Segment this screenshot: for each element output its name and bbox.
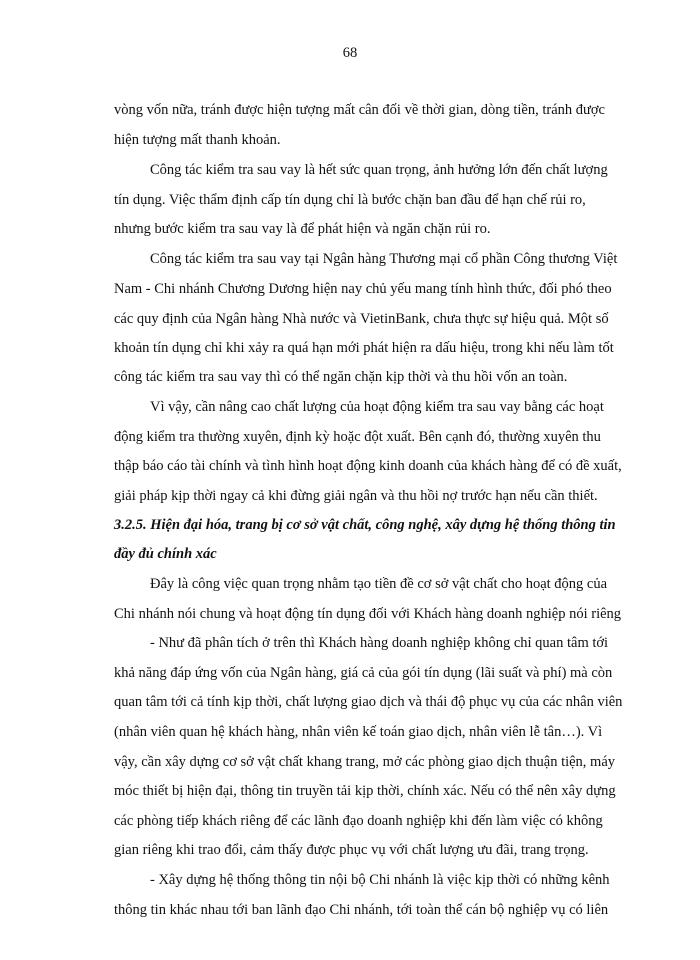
section-heading: 3.2.5. Hiện đại hóa, trang bị cơ sở vật chất, công nghệ, xây dựng hệ thống thông tin <box>114 517 616 533</box>
text-line: vậy, cần xây dựng cơ sở vật chất khang trang, mở các phòng giao dịch thuận tiện, máy <box>114 754 616 770</box>
text-line: hiện tượng mất thanh khoản. <box>114 132 281 148</box>
text-line: tín dụng. Việc thẩm định cấp tín dụng chỉ là bước chặn ban đầu để hạn chế rủi ro, <box>114 192 586 208</box>
page-number: 68 <box>342 45 358 61</box>
text-line: thông tin khác nhau tới ban lãnh đạo Chi nhánh, tới toàn thể cán bộ nghiệp vụ có liên <box>114 902 609 918</box>
paragraph-first-line: Công tác kiểm tra sau vay tại Ngân hàng Thương mại cổ phần Công thương Việt <box>150 251 618 267</box>
paragraph-first-line: Công tác kiểm tra sau vay là hết sức quan trọng, ảnh hưởng lớn đến chất lượng <box>150 162 608 178</box>
text-line: động kiểm tra thường xuyên, định kỳ hoặc đột xuất. Bên cạnh đó, thường xuyên thu <box>114 429 601 445</box>
text-line: (nhân viên quan hệ khách hàng, nhân viên kế toán giao dịch, nhân viên lễ tân…). Vì <box>114 724 603 740</box>
text-line: nhưng bước kiểm tra sau vay là để phát hiện và ngăn chặn rủi ro. <box>114 221 491 237</box>
text-line: khoản tín dụng chỉ khi xảy ra quá hạn mới phát hiện ra dấu hiệu, trong khi nếu làm tốt <box>114 340 614 356</box>
paragraph-first-line: - Như đã phân tích ở trên thì Khách hàng doanh nghiệp không chỉ quan tâm tới <box>150 635 609 651</box>
text-line: thập báo cáo tài chính và tình hình hoạt động kinh doanh của khách hàng để có đề xuất, <box>114 458 622 474</box>
text-line: quan tâm tới cả tính kịp thời, chất lượng giao dịch và thái độ phục vụ của các nhân viên <box>114 694 623 710</box>
paragraph-first-line: Đây là công việc quan trọng nhằm tạo tiền đề cơ sở vật chất cho hoạt động của <box>150 576 608 592</box>
text-line: Chi nhánh nói chung và hoạt động tín dụng đối với Khách hàng doanh nghiệp nói riêng <box>114 606 622 622</box>
text-line: công tác kiểm tra sau vay thì có thể ngăn chặn kịp thời và thu hồi vốn an toàn. <box>114 369 568 385</box>
text-line: giải pháp kịp thời ngay cả khi đừng giải ngân và thu hồi nợ trước hạn nếu cần thiết. <box>114 488 598 504</box>
text-line: các quy định của Ngân hàng Nhà nước và VietinBank, chưa thực sự hiệu quả. Một số <box>114 311 609 327</box>
text-line: móc thiết bị hiện đại, thông tin truyền tải kịp thời, chính xác. Nếu có thể nên xây dựng <box>114 783 616 799</box>
paragraph-first-line: - Xây dựng hệ thống thông tin nội bộ Chi nhánh là việc kịp thời có những kênh <box>150 872 610 888</box>
text-line: khả năng đáp ứng vốn của Ngân hàng, giá cả của gói tín dụng (lãi suất và phí) mà còn <box>114 665 613 681</box>
text-line: Nam - Chi nhánh Chương Dương hiện nay chủ yếu mang tính hình thức, đối phó theo <box>114 281 612 297</box>
paragraph-first-line: Vì vậy, cần nâng cao chất lượng của hoạt động kiểm tra sau vay bằng các hoạt <box>150 399 604 415</box>
text-line: các phòng tiếp khách riêng để các lãnh đạo doanh nghiệp khi đến làm việc có không <box>114 813 603 829</box>
section-heading-continued: đầy đủ chính xác <box>114 546 217 562</box>
text-line: gian riêng khi trao đổi, cảm thấy được phục vụ với chất lượng ưu đãi, trang trọng. <box>114 842 589 858</box>
text-line: vòng vốn nữa, tránh được hiện tượng mất cân đối về thời gian, dòng tiền, tránh được <box>114 102 605 118</box>
